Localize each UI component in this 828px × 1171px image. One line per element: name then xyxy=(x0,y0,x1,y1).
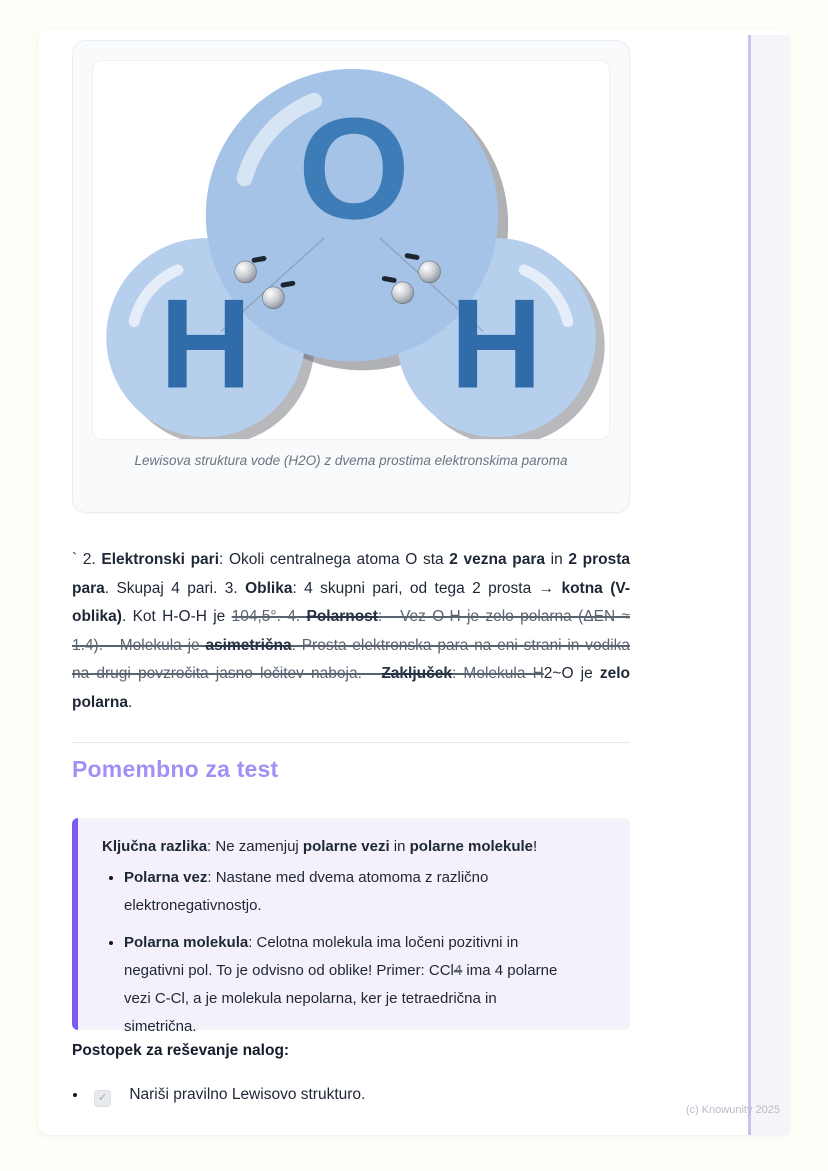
page-edge-line xyxy=(748,35,751,1135)
hydrogen-letter-right: H xyxy=(450,272,543,415)
callout-bullet: • Polarna vez: Nastane med dvema atomoma z različno elektronegativnostjo. xyxy=(124,864,560,920)
electron-sphere xyxy=(262,287,284,309)
checklist-item-label: Nariši pravilno Lewisovo strukturo. xyxy=(129,1086,366,1103)
checklist xyxy=(72,1086,365,1107)
page-edge-strip xyxy=(751,35,790,1135)
hydrogen-letter-left: H xyxy=(159,272,252,415)
checklist-item xyxy=(88,1086,365,1107)
watermark: (c) Knowunity 2025 xyxy=(685,1104,780,1116)
molecule-illustration xyxy=(92,60,610,440)
figure-card xyxy=(72,40,630,513)
oxygen-letter: O xyxy=(297,87,411,250)
checkmark-icon: • ✓ xyxy=(97,1092,108,1104)
callout-list xyxy=(102,864,560,1041)
callout-intro: Ključna razlika: Ne zamenjuj polarne vezi in polarne molekule! xyxy=(102,838,538,855)
section-title: Pomembno za test xyxy=(72,756,279,782)
water-molecule-diagram xyxy=(93,61,609,439)
electron-sphere xyxy=(392,282,414,304)
electron-sphere xyxy=(419,261,441,283)
document-page xyxy=(38,30,790,1135)
checkbox-checked[interactable] xyxy=(94,1090,111,1107)
notes-paragraph: ` 2. Elektronski pari: Okoli centralnega atoma O sta 2 vezna para in 2 prosta para. Skupaj 4 pari. 3. Oblika: 4 skupni pari, od tega 2 prosta → kotna (V-oblika). Kot H-O-H je 104,5°. 4. Polarnost: - Vez O-H je zelo polarna (ΔEN ≈ 1.4). - Molekula je asimetrična. Prosta elektronska para na eni strani in vodika na drugi povzročita jasno ločitev naboja. - Zaključek: Molekula H2~O je zelo polarna. xyxy=(72,551,631,711)
important-callout xyxy=(72,818,630,1035)
figure-caption: Lewisova struktura vode (H2O) z dvema prostima elektronskima paroma xyxy=(134,453,568,468)
section-divider xyxy=(72,742,630,743)
callout-bullet: • Polarna molekula: Celotna molekula ima ločeni pozitivni in negativni pol. To je odvisno od oblike! Primer: CCl4 ima 4 polarne vezi C-Cl, a je molekula nepolarna, ker je tetraedrična in simetrična. xyxy=(124,929,560,1041)
procedure-title: Postopek za reševanje nalog: xyxy=(72,1042,290,1059)
